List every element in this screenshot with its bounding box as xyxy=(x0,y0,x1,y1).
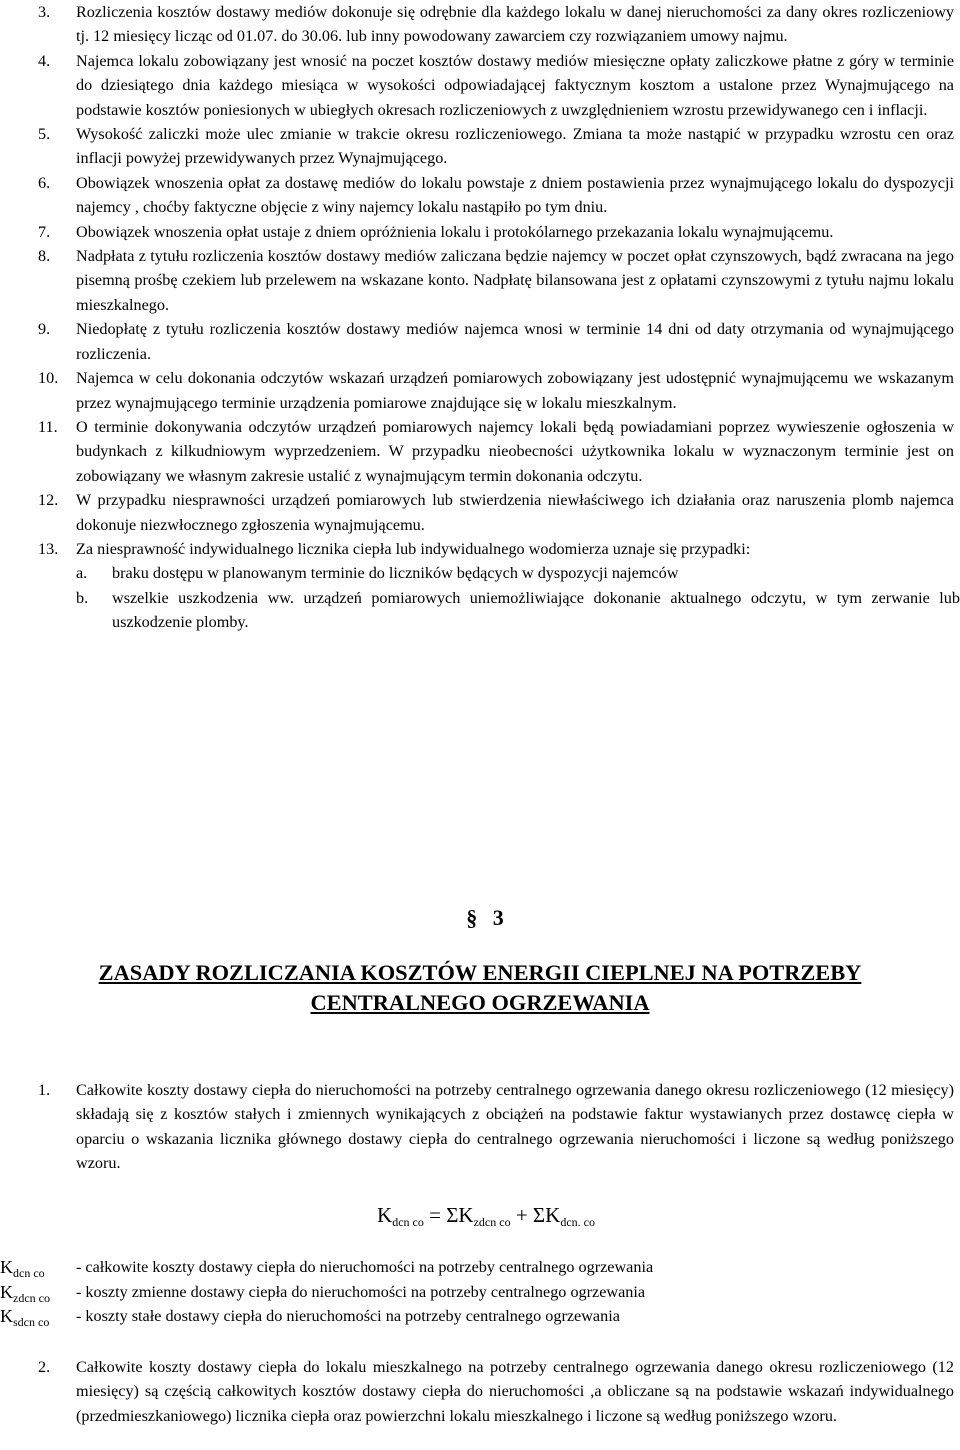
list-item xyxy=(0,49,960,122)
list-item xyxy=(0,122,960,171)
item-text: Całkowite koszty dostawy ciepła do lokalu mieszkalnego na potrzeby centralnego ogrzewania danego okresu rozliczeniowego (12 miesięcy) są częścią całkowitych kosztów dostawy ciepła do nieruchomości ,a obliczane są na podstawie wskazań indywidualnego (przedmieszkaniowego) licznika ciepła oraz powierzchni lokalu mieszkalnego i liczone są według poniższego wzoru. xyxy=(76,1358,954,1425)
numbered-list xyxy=(0,0,960,561)
item-text: Całkowite koszty dostawy ciepła do nieruchomości na potrzeby centralnego ogrzewania danego okresu rozliczeniowego (12 miesięcy) składają się z kosztów stałych i zmiennych wynikających z obciążeń na podstawie faktur wystawianych przez dostawcę ciepła w oparciu o wskazania licznika głównego dostawy ciepła do centralnego ogrzewania nieruchomości i liczone są według poniższego wzoru. xyxy=(76,1081,954,1173)
list-item xyxy=(0,317,960,366)
legend-symbol-k: K xyxy=(0,1306,13,1327)
item-text: Niedopłatę z tytułu rozliczenia kosztów dostawy mediów najemca wnosi w terminie 14 dni od daty otrzymania od wynajmującego rozliczenia. xyxy=(76,320,954,363)
sublist-letter: a. xyxy=(76,564,88,583)
legend-symbol-subscript: zdcn co xyxy=(13,1290,50,1305)
section-list-1 xyxy=(0,0,960,635)
numbered-list xyxy=(0,1078,960,1176)
list-item xyxy=(0,171,960,220)
item-number: 11. xyxy=(38,417,58,436)
item-number: 1. xyxy=(38,1081,51,1099)
item-text: Obowiązek wnoszenia opłat za dostawę mediów do lokalu powstaje z dniem postawienia przez wynajmującego lokalu do dyspozycji najemcy , choćby faktyczne objęcie z winy najemcy lokalu nastąpiło po tym dniu. xyxy=(76,173,954,217)
item-text: Rozliczenia kosztów dostawy mediów dokonuje się odrębnie dla każdego lokalu w danej nieruchomości za dany okres rozliczeniowy tj. 12 miesięcy licząc od 01.07. do 30.06. lub inny powodowany zawarciem czy rozwiązaniem umowy najmu. xyxy=(76,3,954,46)
legend-definition: - całkowite koszty dostawy ciepła do nieruchomości na potrzeby centralnego ogrzewania xyxy=(76,1258,654,1276)
formula-subscript: dcn. co xyxy=(560,1215,595,1229)
formula-equals-sum: = ΣK xyxy=(423,1203,474,1227)
item-number: 12. xyxy=(38,491,59,510)
section-list-2 xyxy=(0,1078,960,1176)
sublist-item xyxy=(0,586,960,635)
item-text: Nadpłata z tytułu rozliczenia kosztów dostawy mediów zaliczana będzie najemcy w poczet opłat czynszowych, bądź zwracana na jego pisemną prośbę czekiem lub przelewem na wskazane konto. Nadpłatę bilansowana jest z opłatami czynszowymi z tytułu najmu lokalu mieszkalnego. xyxy=(76,247,954,314)
sublist-letter: b. xyxy=(76,588,89,607)
item-number: 9. xyxy=(38,320,51,339)
item-text: O terminie dokonywania odczytów urządzeń pomiarowych najemcy lokali będą powiadamiani poprzez wywieszenie ogłoszenia w budynkach z kilkudniowym wyprzedzeniem. W przypadku nieobecności użytkownika lokalu w wyznaczonym terminie jest on zobowiązany we własnym zakresie ustalić z wynajmującym termin dokonania odczytu. xyxy=(76,417,954,485)
sublist-text: wszelkie uszkodzenia ww. urządzeń pomiarowych uniemożliwiające dokonanie aktualnego odczytu, w tym zerwanie lub uszkodzenie plomby. xyxy=(112,588,960,632)
formula-subscript: zdcn co xyxy=(473,1215,511,1229)
legend-symbol-k: K xyxy=(0,1281,13,1302)
section-number xyxy=(0,903,960,933)
list-item xyxy=(0,366,960,415)
legend-symbol-subscript: dcn co xyxy=(13,1266,45,1280)
formula-k: K xyxy=(377,1203,393,1227)
section-sign-number: 3 xyxy=(492,905,504,930)
legend-row xyxy=(0,1280,960,1305)
list-item xyxy=(0,244,960,317)
list-item xyxy=(0,415,960,488)
legend-row xyxy=(0,1304,960,1329)
numbered-list xyxy=(0,1355,960,1428)
formula-subscript: dcn co xyxy=(392,1215,424,1229)
formula-legend xyxy=(0,1255,960,1329)
list-item xyxy=(0,1078,960,1176)
lettered-sublist xyxy=(0,561,960,634)
item-number: 8. xyxy=(38,247,51,266)
cost-formula xyxy=(0,1200,960,1237)
item-text: Najemca w celu dokonania odczytów wskazań urządzeń pomiarowych zobowiązany jest udostępnić wynajmującemu we wskazanym przez wynajmującego terminie urządzenia pomiarowe znajdujące się w lokalu mieszkalnym. xyxy=(76,369,954,412)
item-number: 6. xyxy=(38,173,51,192)
item-number: 5. xyxy=(38,125,51,144)
item-text: W przypadku niesprawności urządzeń pomiarowych lub stwierdzenia niewłaściwego ich działania oraz naruszenia plomb najemca dokonuje niezwłocznego zgłoszenia wynajmującemu. xyxy=(76,491,954,534)
item-text: Obowiązek wnoszenia opłat ustaje z dniem opróżnienia lokalu i protokólarnego przekazania lokalu wynajmującemu. xyxy=(76,222,834,241)
legend-definition: - koszty zmienne dostawy ciepła do nieruchomości na potrzeby centralnego ogrzewania xyxy=(76,1282,646,1301)
item-number: 13. xyxy=(38,539,59,558)
section-title-line-2: CENTRALNEGO OGRZEWANIA xyxy=(310,990,650,1015)
list-item xyxy=(0,488,960,537)
list-item xyxy=(0,0,960,49)
list-item xyxy=(0,220,960,244)
item-number: 7. xyxy=(38,222,51,241)
item-number: 4. xyxy=(38,51,51,70)
item-text: Za niesprawność indywidualnego licznika ciepła lub indywidualnego wodomierza uznaje się przypadki: xyxy=(76,539,751,558)
item-text: Wysokość zaliczki może ulec zmianie w trakcie okresu rozliczeniowego. Zmiana ta może nastąpić w przypadku wzrostu cen oraz inflacji powyżej przewidywanych przez Wynajmującego. xyxy=(76,125,954,168)
sublist-item xyxy=(0,561,960,585)
section-list-3 xyxy=(0,1355,960,1428)
item-number: 10. xyxy=(38,369,59,388)
legend-definition: - koszty stałe dostawy ciepła do nieruchomości na potrzeby centralnego ogrzewania xyxy=(76,1307,620,1326)
section-sign-symbol: § xyxy=(466,905,478,930)
sublist-text: braku dostępu w planowanym terminie do liczników będących w dyspozycji najemców xyxy=(112,564,679,583)
section-title xyxy=(20,958,940,1018)
legend-symbol xyxy=(0,1304,49,1334)
formula-plus-sum: + ΣK xyxy=(510,1203,561,1227)
list-item xyxy=(0,1355,960,1428)
item-number: 3. xyxy=(38,3,51,21)
item-number: 2. xyxy=(38,1358,51,1376)
item-text: Najemca lokalu zobowiązany jest wnosić na poczet kosztów dostawy mediów miesięczne opłaty zaliczkowe płatne z góry w terminie do dziesiątego dnia każdego miesiąca w wysokości odpowiadającej faktycznym kosztom a ustalone przez Wynajmującego na podstawie kosztów poniesionych w ubiegłych okresach rozliczeniowych z uwzględnieniem wzrostu przewidywanego cen i inflacji. xyxy=(76,51,954,119)
list-item xyxy=(0,537,960,561)
legend-row xyxy=(0,1255,960,1280)
legend-symbol-subscript: sdcn co xyxy=(13,1315,50,1330)
legend-symbol-k: K xyxy=(0,1257,13,1277)
section-title-line-1: ZASADY ROZLICZANIA KOSZTÓW ENERGII CIEPLNEJ NA POTRZEBY xyxy=(98,960,862,985)
